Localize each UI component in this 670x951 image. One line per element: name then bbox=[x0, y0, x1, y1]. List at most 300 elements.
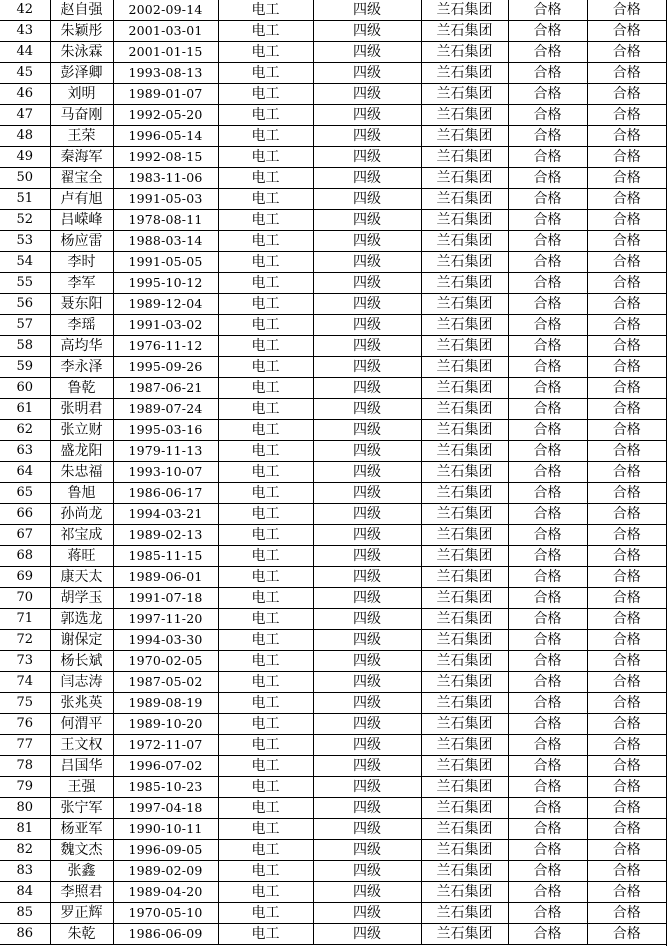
cell-trade: 电工 bbox=[218, 0, 313, 21]
cell-birth-date: 1990-10-11 bbox=[113, 819, 218, 840]
cell-theory-result: 合格 bbox=[508, 819, 587, 840]
cell-level: 四级 bbox=[313, 168, 421, 189]
cell-theory-result: 合格 bbox=[508, 504, 587, 525]
cell-theory-result: 合格 bbox=[508, 630, 587, 651]
cell-name: 翟宝全 bbox=[50, 168, 113, 189]
cell-birth-date: 1993-08-13 bbox=[113, 63, 218, 84]
cell-unit: 兰石集团 bbox=[421, 546, 508, 567]
cell-trade: 电工 bbox=[218, 357, 313, 378]
cell-birth-date: 1986-06-17 bbox=[113, 483, 218, 504]
cell-trade: 电工 bbox=[218, 273, 313, 294]
cell-trade: 电工 bbox=[218, 483, 313, 504]
cell-trade: 电工 bbox=[218, 210, 313, 231]
cell-practice-result: 合格 bbox=[587, 63, 666, 84]
cell-birth-date: 2001-01-15 bbox=[113, 42, 218, 63]
cell-theory-result: 合格 bbox=[508, 840, 587, 861]
cell-theory-result: 合格 bbox=[508, 189, 587, 210]
cell-trade: 电工 bbox=[218, 42, 313, 63]
cell-level: 四级 bbox=[313, 630, 421, 651]
cell-theory-result: 合格 bbox=[508, 399, 587, 420]
cell-birth-date: 1992-05-20 bbox=[113, 105, 218, 126]
bottom-strip bbox=[0, 946, 670, 951]
cell-serial-number: 70 bbox=[0, 588, 50, 609]
cell-trade: 电工 bbox=[218, 840, 313, 861]
cell-level: 四级 bbox=[313, 546, 421, 567]
cell-theory-result: 合格 bbox=[508, 210, 587, 231]
cell-birth-date: 1989-04-20 bbox=[113, 882, 218, 903]
cell-unit: 兰石集团 bbox=[421, 441, 508, 462]
cell-practice-result: 合格 bbox=[587, 357, 666, 378]
cell-name: 张立财 bbox=[50, 420, 113, 441]
cell-name: 朱乾 bbox=[50, 924, 113, 945]
cell-level: 四级 bbox=[313, 777, 421, 798]
cell-birth-date: 1985-11-15 bbox=[113, 546, 218, 567]
table-row bbox=[0, 84, 666, 105]
cell-unit: 兰石集团 bbox=[421, 63, 508, 84]
cell-serial-number: 54 bbox=[0, 252, 50, 273]
cell-name: 李时 bbox=[50, 252, 113, 273]
cell-practice-result: 合格 bbox=[587, 399, 666, 420]
cell-serial-number: 44 bbox=[0, 42, 50, 63]
cell-theory-result: 合格 bbox=[508, 357, 587, 378]
cell-unit: 兰石集团 bbox=[421, 735, 508, 756]
cell-trade: 电工 bbox=[218, 126, 313, 147]
cell-serial-number: 77 bbox=[0, 735, 50, 756]
cell-unit: 兰石集团 bbox=[421, 462, 508, 483]
cell-trade: 电工 bbox=[218, 735, 313, 756]
cell-level: 四级 bbox=[313, 273, 421, 294]
cell-birth-date: 1978-08-11 bbox=[113, 210, 218, 231]
cell-level: 四级 bbox=[313, 924, 421, 945]
cell-theory-result: 合格 bbox=[508, 168, 587, 189]
cell-trade: 电工 bbox=[218, 252, 313, 273]
cell-name: 蒋旺 bbox=[50, 546, 113, 567]
cell-birth-date: 1985-10-23 bbox=[113, 777, 218, 798]
cell-birth-date: 1970-05-10 bbox=[113, 903, 218, 924]
cell-name: 杨长斌 bbox=[50, 651, 113, 672]
cell-serial-number: 47 bbox=[0, 105, 50, 126]
table-row bbox=[0, 441, 666, 462]
table-row bbox=[0, 882, 666, 903]
cell-name: 张宁军 bbox=[50, 798, 113, 819]
cell-level: 四级 bbox=[313, 0, 421, 21]
cell-practice-result: 合格 bbox=[587, 546, 666, 567]
cell-birth-date: 1994-03-30 bbox=[113, 630, 218, 651]
cell-practice-result: 合格 bbox=[587, 105, 666, 126]
cell-name: 李照君 bbox=[50, 882, 113, 903]
cell-unit: 兰石集团 bbox=[421, 399, 508, 420]
cell-unit: 兰石集团 bbox=[421, 693, 508, 714]
cell-serial-number: 68 bbox=[0, 546, 50, 567]
cell-practice-result: 合格 bbox=[587, 588, 666, 609]
cell-unit: 兰石集团 bbox=[421, 84, 508, 105]
cell-trade: 电工 bbox=[218, 462, 313, 483]
cell-level: 四级 bbox=[313, 189, 421, 210]
cell-birth-date: 1995-10-12 bbox=[113, 273, 218, 294]
cell-unit: 兰石集团 bbox=[421, 336, 508, 357]
cell-theory-result: 合格 bbox=[508, 252, 587, 273]
cell-practice-result: 合格 bbox=[587, 525, 666, 546]
cell-name: 聂东阳 bbox=[50, 294, 113, 315]
cell-trade: 电工 bbox=[218, 588, 313, 609]
cell-birth-date: 1992-08-15 bbox=[113, 147, 218, 168]
cell-practice-result: 合格 bbox=[587, 798, 666, 819]
cell-unit: 兰石集团 bbox=[421, 672, 508, 693]
cell-practice-result: 合格 bbox=[587, 21, 666, 42]
cell-level: 四级 bbox=[313, 42, 421, 63]
cell-practice-result: 合格 bbox=[587, 210, 666, 231]
cell-practice-result: 合格 bbox=[587, 903, 666, 924]
cell-name: 魏文杰 bbox=[50, 840, 113, 861]
cell-serial-number: 55 bbox=[0, 273, 50, 294]
cell-level: 四级 bbox=[313, 105, 421, 126]
table-row bbox=[0, 714, 666, 735]
cell-trade: 电工 bbox=[218, 105, 313, 126]
cell-name: 卢有旭 bbox=[50, 189, 113, 210]
cell-serial-number: 49 bbox=[0, 147, 50, 168]
cell-birth-date: 1989-02-09 bbox=[113, 861, 218, 882]
cell-unit: 兰石集团 bbox=[421, 168, 508, 189]
cell-theory-result: 合格 bbox=[508, 798, 587, 819]
cell-theory-result: 合格 bbox=[508, 546, 587, 567]
cell-level: 四级 bbox=[313, 609, 421, 630]
cell-unit: 兰石集团 bbox=[421, 609, 508, 630]
cell-name: 高均华 bbox=[50, 336, 113, 357]
cell-theory-result: 合格 bbox=[508, 735, 587, 756]
cell-trade: 电工 bbox=[218, 504, 313, 525]
cell-serial-number: 45 bbox=[0, 63, 50, 84]
cell-level: 四级 bbox=[313, 378, 421, 399]
cell-level: 四级 bbox=[313, 147, 421, 168]
cell-birth-date: 1989-08-19 bbox=[113, 693, 218, 714]
cell-unit: 兰石集团 bbox=[421, 651, 508, 672]
cell-name: 吕嵘峰 bbox=[50, 210, 113, 231]
table-row bbox=[0, 315, 666, 336]
cell-level: 四级 bbox=[313, 651, 421, 672]
cell-birth-date: 1989-06-01 bbox=[113, 567, 218, 588]
cell-serial-number: 51 bbox=[0, 189, 50, 210]
cell-unit: 兰石集团 bbox=[421, 714, 508, 735]
cell-trade: 电工 bbox=[218, 420, 313, 441]
cell-trade: 电工 bbox=[218, 756, 313, 777]
cell-level: 四级 bbox=[313, 525, 421, 546]
cell-practice-result: 合格 bbox=[587, 630, 666, 651]
cell-theory-result: 合格 bbox=[508, 231, 587, 252]
cell-serial-number: 79 bbox=[0, 777, 50, 798]
cell-practice-result: 合格 bbox=[587, 735, 666, 756]
cell-serial-number: 63 bbox=[0, 441, 50, 462]
cell-serial-number: 58 bbox=[0, 336, 50, 357]
cell-theory-result: 合格 bbox=[508, 651, 587, 672]
table-row bbox=[0, 189, 666, 210]
cell-serial-number: 46 bbox=[0, 84, 50, 105]
cell-trade: 电工 bbox=[218, 924, 313, 945]
cell-trade: 电工 bbox=[218, 399, 313, 420]
cell-unit: 兰石集团 bbox=[421, 525, 508, 546]
cell-unit: 兰石集团 bbox=[421, 504, 508, 525]
cell-name: 李军 bbox=[50, 273, 113, 294]
cell-theory-result: 合格 bbox=[508, 777, 587, 798]
cell-practice-result: 合格 bbox=[587, 441, 666, 462]
cell-trade: 电工 bbox=[218, 147, 313, 168]
table-row bbox=[0, 126, 666, 147]
cell-birth-date: 1997-04-18 bbox=[113, 798, 218, 819]
cell-unit: 兰石集团 bbox=[421, 798, 508, 819]
table-row bbox=[0, 567, 666, 588]
cell-unit: 兰石集团 bbox=[421, 630, 508, 651]
table-row bbox=[0, 777, 666, 798]
cell-theory-result: 合格 bbox=[508, 336, 587, 357]
cell-level: 四级 bbox=[313, 714, 421, 735]
cell-birth-date: 1993-10-07 bbox=[113, 462, 218, 483]
cell-unit: 兰石集团 bbox=[421, 861, 508, 882]
table-row bbox=[0, 651, 666, 672]
cell-unit: 兰石集团 bbox=[421, 420, 508, 441]
cell-theory-result: 合格 bbox=[508, 84, 587, 105]
cell-practice-result: 合格 bbox=[587, 420, 666, 441]
table-row bbox=[0, 903, 666, 924]
cell-practice-result: 合格 bbox=[587, 840, 666, 861]
cell-name: 吕国华 bbox=[50, 756, 113, 777]
cell-name: 闫志涛 bbox=[50, 672, 113, 693]
cell-trade: 电工 bbox=[218, 798, 313, 819]
cell-practice-result: 合格 bbox=[587, 126, 666, 147]
cell-theory-result: 合格 bbox=[508, 42, 587, 63]
cell-birth-date: 1995-09-26 bbox=[113, 357, 218, 378]
table-row bbox=[0, 840, 666, 861]
cell-practice-result: 合格 bbox=[587, 651, 666, 672]
cell-birth-date: 1987-05-02 bbox=[113, 672, 218, 693]
cell-unit: 兰石集团 bbox=[421, 126, 508, 147]
cell-name: 孙尚龙 bbox=[50, 504, 113, 525]
cell-unit: 兰石集团 bbox=[421, 903, 508, 924]
cell-serial-number: 84 bbox=[0, 882, 50, 903]
cell-unit: 兰石集团 bbox=[421, 147, 508, 168]
cell-level: 四级 bbox=[313, 462, 421, 483]
cell-practice-result: 合格 bbox=[587, 609, 666, 630]
cell-birth-date: 1991-03-02 bbox=[113, 315, 218, 336]
cell-birth-date: 1989-12-04 bbox=[113, 294, 218, 315]
table-row bbox=[0, 231, 666, 252]
cell-level: 四级 bbox=[313, 483, 421, 504]
cell-practice-result: 合格 bbox=[587, 0, 666, 21]
cell-unit: 兰石集团 bbox=[421, 567, 508, 588]
cell-name: 郭选龙 bbox=[50, 609, 113, 630]
cell-practice-result: 合格 bbox=[587, 231, 666, 252]
table-row bbox=[0, 273, 666, 294]
cell-level: 四级 bbox=[313, 231, 421, 252]
table-row bbox=[0, 735, 666, 756]
cell-trade: 电工 bbox=[218, 651, 313, 672]
table-row bbox=[0, 252, 666, 273]
cell-birth-date: 1991-05-05 bbox=[113, 252, 218, 273]
cell-name: 祁宝成 bbox=[50, 525, 113, 546]
cell-practice-result: 合格 bbox=[587, 189, 666, 210]
cell-unit: 兰石集团 bbox=[421, 378, 508, 399]
cell-name: 彭泽卿 bbox=[50, 63, 113, 84]
cell-name: 朱忠福 bbox=[50, 462, 113, 483]
table-row bbox=[0, 147, 666, 168]
cell-level: 四级 bbox=[313, 399, 421, 420]
cell-theory-result: 合格 bbox=[508, 294, 587, 315]
table-row bbox=[0, 861, 666, 882]
cell-serial-number: 85 bbox=[0, 903, 50, 924]
cell-theory-result: 合格 bbox=[508, 903, 587, 924]
cell-level: 四级 bbox=[313, 840, 421, 861]
cell-practice-result: 合格 bbox=[587, 693, 666, 714]
cell-unit: 兰石集团 bbox=[421, 819, 508, 840]
cell-level: 四级 bbox=[313, 315, 421, 336]
cell-name: 何渭平 bbox=[50, 714, 113, 735]
cell-trade: 电工 bbox=[218, 63, 313, 84]
cell-trade: 电工 bbox=[218, 294, 313, 315]
table-row bbox=[0, 693, 666, 714]
cell-name: 康天太 bbox=[50, 567, 113, 588]
table-row bbox=[0, 378, 666, 399]
cell-unit: 兰石集团 bbox=[421, 924, 508, 945]
cell-level: 四级 bbox=[313, 756, 421, 777]
cell-trade: 电工 bbox=[218, 336, 313, 357]
cell-level: 四级 bbox=[313, 588, 421, 609]
cell-name: 张鑫 bbox=[50, 861, 113, 882]
cell-practice-result: 合格 bbox=[587, 147, 666, 168]
cell-unit: 兰石集团 bbox=[421, 483, 508, 504]
cell-practice-result: 合格 bbox=[587, 336, 666, 357]
table-row bbox=[0, 588, 666, 609]
cell-theory-result: 合格 bbox=[508, 924, 587, 945]
table-row bbox=[0, 819, 666, 840]
cell-trade: 电工 bbox=[218, 378, 313, 399]
cell-trade: 电工 bbox=[218, 693, 313, 714]
cell-unit: 兰石集团 bbox=[421, 315, 508, 336]
cell-serial-number: 52 bbox=[0, 210, 50, 231]
cell-trade: 电工 bbox=[218, 567, 313, 588]
cell-serial-number: 75 bbox=[0, 693, 50, 714]
cell-level: 四级 bbox=[313, 420, 421, 441]
cell-trade: 电工 bbox=[218, 861, 313, 882]
cell-unit: 兰石集团 bbox=[421, 777, 508, 798]
cell-name: 赵自强 bbox=[50, 0, 113, 21]
cell-birth-date: 1997-11-20 bbox=[113, 609, 218, 630]
cell-serial-number: 48 bbox=[0, 126, 50, 147]
cell-level: 四级 bbox=[313, 84, 421, 105]
cell-birth-date: 1986-06-09 bbox=[113, 924, 218, 945]
cell-name: 李永泽 bbox=[50, 357, 113, 378]
cell-name: 杨亚军 bbox=[50, 819, 113, 840]
cell-practice-result: 合格 bbox=[587, 777, 666, 798]
cell-level: 四级 bbox=[313, 567, 421, 588]
cell-birth-date: 1988-03-14 bbox=[113, 231, 218, 252]
cell-serial-number: 66 bbox=[0, 504, 50, 525]
cell-serial-number: 73 bbox=[0, 651, 50, 672]
cell-name: 谢保定 bbox=[50, 630, 113, 651]
cell-theory-result: 合格 bbox=[508, 567, 587, 588]
cell-birth-date: 1983-11-06 bbox=[113, 168, 218, 189]
cell-birth-date: 1989-10-20 bbox=[113, 714, 218, 735]
cell-practice-result: 合格 bbox=[587, 168, 666, 189]
cell-theory-result: 合格 bbox=[508, 525, 587, 546]
cell-practice-result: 合格 bbox=[587, 672, 666, 693]
cell-level: 四级 bbox=[313, 693, 421, 714]
cell-birth-date: 1996-09-05 bbox=[113, 840, 218, 861]
cell-unit: 兰石集团 bbox=[421, 21, 508, 42]
cell-serial-number: 65 bbox=[0, 483, 50, 504]
cell-birth-date: 1987-06-21 bbox=[113, 378, 218, 399]
cell-trade: 电工 bbox=[218, 168, 313, 189]
cell-unit: 兰石集团 bbox=[421, 840, 508, 861]
cell-trade: 电工 bbox=[218, 315, 313, 336]
cell-theory-result: 合格 bbox=[508, 21, 587, 42]
cell-serial-number: 83 bbox=[0, 861, 50, 882]
cell-theory-result: 合格 bbox=[508, 756, 587, 777]
cell-theory-result: 合格 bbox=[508, 315, 587, 336]
cell-practice-result: 合格 bbox=[587, 294, 666, 315]
cell-serial-number: 71 bbox=[0, 609, 50, 630]
cell-level: 四级 bbox=[313, 126, 421, 147]
cell-theory-result: 合格 bbox=[508, 882, 587, 903]
cell-trade: 电工 bbox=[218, 777, 313, 798]
cell-practice-result: 合格 bbox=[587, 756, 666, 777]
cell-name: 胡学玉 bbox=[50, 588, 113, 609]
cell-birth-date: 1976-11-12 bbox=[113, 336, 218, 357]
cell-level: 四级 bbox=[313, 210, 421, 231]
table-row bbox=[0, 546, 666, 567]
cell-birth-date: 1991-05-03 bbox=[113, 189, 218, 210]
cell-unit: 兰石集团 bbox=[421, 273, 508, 294]
table-row bbox=[0, 672, 666, 693]
cell-birth-date: 1989-07-24 bbox=[113, 399, 218, 420]
cell-birth-date: 1994-03-21 bbox=[113, 504, 218, 525]
cell-theory-result: 合格 bbox=[508, 714, 587, 735]
cell-practice-result: 合格 bbox=[587, 462, 666, 483]
cell-trade: 电工 bbox=[218, 903, 313, 924]
table-row bbox=[0, 105, 666, 126]
cell-level: 四级 bbox=[313, 63, 421, 84]
cell-level: 四级 bbox=[313, 441, 421, 462]
cell-trade: 电工 bbox=[218, 525, 313, 546]
table-row bbox=[0, 483, 666, 504]
table-row bbox=[0, 420, 666, 441]
cell-theory-result: 合格 bbox=[508, 105, 587, 126]
cell-birth-date: 2001-03-01 bbox=[113, 21, 218, 42]
cell-unit: 兰石集团 bbox=[421, 42, 508, 63]
cell-birth-date: 2002-09-14 bbox=[113, 0, 218, 21]
cell-trade: 电工 bbox=[218, 609, 313, 630]
cell-theory-result: 合格 bbox=[508, 861, 587, 882]
cell-unit: 兰石集团 bbox=[421, 294, 508, 315]
table-row bbox=[0, 756, 666, 777]
cell-serial-number: 61 bbox=[0, 399, 50, 420]
table-row bbox=[0, 504, 666, 525]
cell-trade: 电工 bbox=[218, 441, 313, 462]
cell-theory-result: 合格 bbox=[508, 609, 587, 630]
table-row bbox=[0, 462, 666, 483]
table-row bbox=[0, 609, 666, 630]
cell-name: 杨应雷 bbox=[50, 231, 113, 252]
cell-level: 四级 bbox=[313, 336, 421, 357]
cell-birth-date: 1991-07-18 bbox=[113, 588, 218, 609]
cell-serial-number: 64 bbox=[0, 462, 50, 483]
cell-birth-date: 1996-05-14 bbox=[113, 126, 218, 147]
cell-trade: 电工 bbox=[218, 189, 313, 210]
table-row bbox=[0, 357, 666, 378]
cell-unit: 兰石集团 bbox=[421, 210, 508, 231]
table-row bbox=[0, 630, 666, 651]
cell-trade: 电工 bbox=[218, 672, 313, 693]
cell-birth-date: 1989-02-13 bbox=[113, 525, 218, 546]
cell-name: 盛龙阳 bbox=[50, 441, 113, 462]
table-row bbox=[0, 63, 666, 84]
